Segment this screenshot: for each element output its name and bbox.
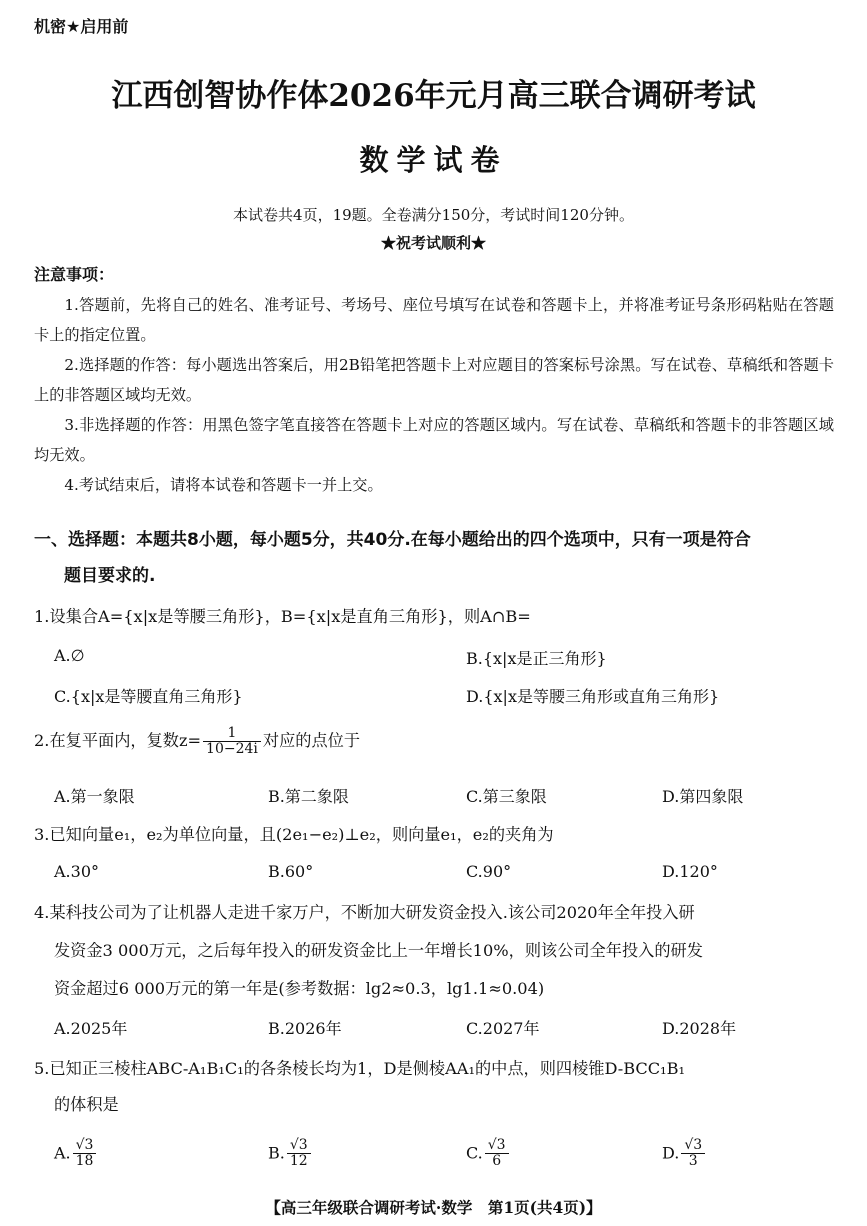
section-line-2: 题目要求的.	[64, 566, 156, 586]
q5-a-numerator: √3	[73, 1138, 97, 1154]
q5-option-d-fraction	[681, 1138, 705, 1170]
q2-denominator: 10−24i	[206, 741, 258, 757]
q5-option-a	[54, 1138, 98, 1170]
q1-option-a: A.∅	[54, 646, 85, 665]
q5-d-denominator: 3	[688, 1153, 698, 1170]
q4-option-a: A.2025年	[54, 1019, 128, 1038]
q1-option-d: D.{x|x是等腰三角形或直角三角形}	[466, 687, 720, 706]
q1-option-c: C.{x|x是等腰直角三角形}	[54, 687, 243, 706]
q5-option-b	[268, 1138, 313, 1170]
q5-option-c-label: C.	[466, 1143, 483, 1163]
question-5-line-2: 的体积是	[54, 1095, 119, 1114]
q2-option-d: D.第四象限	[662, 787, 744, 806]
q5-a-denominator: 18	[75, 1153, 94, 1170]
q5-option-d-label: D.	[662, 1143, 680, 1163]
q2-option-a: A.第一象限	[54, 787, 135, 806]
q5-option-a-fraction	[73, 1138, 97, 1170]
section-heading	[34, 522, 834, 594]
page-footer: 【高三年级联合调研考试·数学 第1页(共4页)】	[265, 1198, 602, 1217]
question-1-stem: 1.设集合A={x|x是等腰三角形}，B={x|x是直角三角形}，则A∩B=	[34, 607, 531, 626]
note-item: 3.非选择题的作答：用黑色签字笔直接答在答题卡上对应的答题区域内。写在试卷、草稿纸和答题卡的非答题区域均无效。	[34, 416, 834, 464]
q4-option-b: B.2026年	[268, 1019, 342, 1038]
q2-stem-pre: 2.在复平面内，复数z=	[34, 731, 202, 750]
exam-wish: ★祝考试顺利★	[380, 234, 486, 252]
question-5-line-1: 5.已知正三棱柱ABC-A₁B₁C₁的各条棱长均为1，D是侧棱AA₁的中点，则四棱锥D-BCC₁B₁	[34, 1059, 686, 1078]
section-line-1: 一、选择题：本题共8小题，每小题5分，共40分.在每小题给出的四个选项中，只有一项是符合	[34, 530, 751, 550]
q2-option-b: B.第二象限	[268, 787, 349, 806]
q5-b-numerator: √3	[287, 1138, 311, 1154]
q5-d-numerator: √3	[681, 1138, 705, 1154]
q5-c-denominator: 6	[492, 1153, 502, 1170]
question-4-line-2: 发资金3 000万元，之后每年投入的研发资金比上一年增长10%，则该公司全年投入的研发	[54, 941, 703, 960]
q1-option-b: B.{x|x是正三角形}	[466, 649, 607, 668]
q2-option-c: C.第三象限	[466, 787, 547, 806]
question-3-stem: 3.已知向量e₁，e₂为单位向量，且(2e₁−e₂)⊥e₂，则向量e₁，e₂的夹角为	[34, 825, 554, 844]
q3-option-a: A.30°	[54, 862, 99, 881]
q5-c-numerator: √3	[485, 1138, 509, 1154]
q4-option-c: C.2027年	[466, 1019, 540, 1038]
q5-option-c-fraction	[485, 1138, 509, 1170]
note-item: 4.考试结束后，请将本试卷和答题卡一并上交。	[64, 476, 383, 494]
q5-option-b-fraction	[287, 1138, 311, 1170]
exam-subject: 数学试卷	[359, 143, 508, 177]
q2-fraction	[203, 726, 261, 758]
notes-list	[34, 290, 834, 500]
q3-option-b: B.60°	[268, 862, 314, 881]
confidential-mark: 机密★启用前	[34, 17, 129, 36]
question-4-line-3: 资金超过6 000万元的第一年是(参考数据：lg2≈0.3，lg1.1≈0.04)	[54, 979, 545, 998]
q5-option-b-label: B.	[268, 1143, 285, 1163]
q2-stem-post: 对应的点位于	[262, 731, 361, 750]
question-2-stem	[34, 724, 360, 758]
notes-heading: 注意事项：	[34, 265, 115, 284]
q2-numerator: 1	[203, 726, 261, 742]
q5-option-c	[466, 1138, 511, 1170]
note-item: 1.答题前，先将自己的姓名、准考证号、考场号、座位号填写在试卷和答题卡上，并将准考证号条形码粘贴在答题卡上的指定位置。	[34, 296, 834, 344]
q3-option-d: D.120°	[662, 862, 718, 881]
q3-option-c: C.90°	[466, 862, 512, 881]
exam-title: 江西创智协作体2026年元月高三联合调研考试	[111, 78, 756, 114]
q4-option-d: D.2028年	[662, 1019, 737, 1038]
exam-info: 本试卷共4页，19题。全卷满分150分，考试时间120分钟。	[233, 206, 634, 224]
q5-option-d	[662, 1138, 707, 1170]
q5-option-a-label: A.	[54, 1143, 71, 1163]
note-item: 2.选择题的作答：每小题选出答案后，用2B铅笔把答题卡上对应题目的答案标号涂黑。写在试卷、草稿纸和答题卡上的非答题区域均无效。	[34, 356, 834, 404]
question-4-line-1: 4.某科技公司为了让机器人走进千家万户，不断加大研发资金投入.该公司2020年全年投入研	[34, 903, 695, 922]
q5-b-denominator: 12	[289, 1153, 308, 1170]
